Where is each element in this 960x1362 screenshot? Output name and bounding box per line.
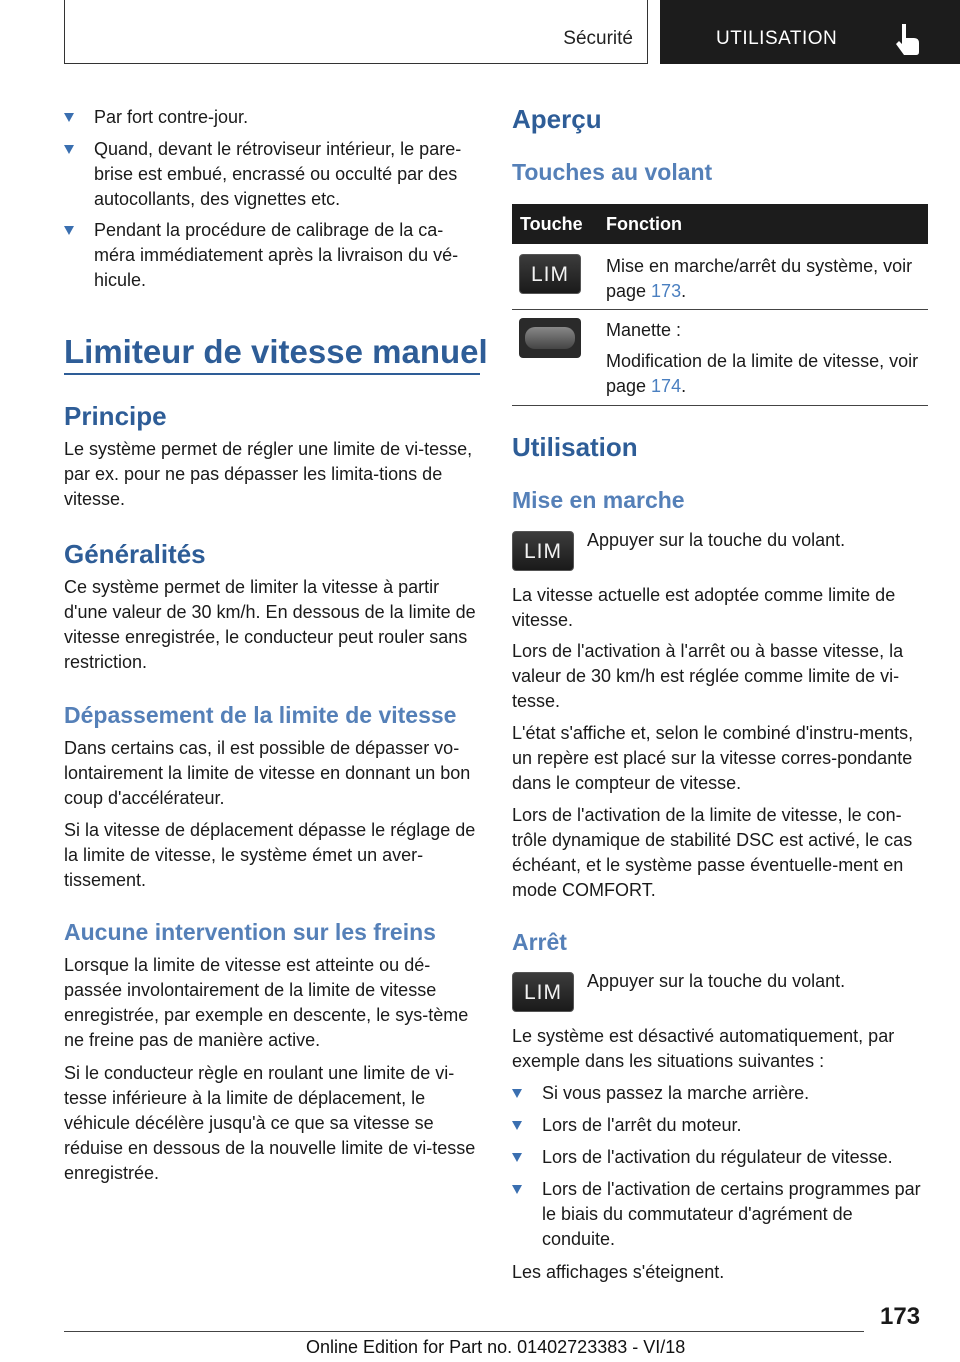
table-header — [512, 204, 928, 244]
bullet-triangle-icon — [64, 145, 74, 154]
instruction: Appuyer sur la touche du volant. — [587, 971, 846, 991]
header-chapter-title: UTILISATION — [716, 28, 838, 49]
paragraph: Le système est désactivé automatiquement, par exemple dans les situations suivantes : — [512, 1026, 895, 1071]
table-col-touche: Touche — [520, 214, 583, 234]
paragraph: Lors de l'activation de la limite de vitesse, le con-trôle dynamique de stabilité DSC est activé, le cas échéant, et le système passe éventuelle-ment en mode COMFORT. — [512, 805, 913, 900]
page-number: 173 — [880, 1303, 921, 1330]
header-chapter-box — [660, 0, 960, 64]
table-bottom-rule — [512, 405, 928, 406]
heading-depassement: Dépassement de la limite de vitesse — [64, 702, 457, 728]
lim-button-image: LIM — [512, 972, 574, 1012]
paragraph: Les affichages s'éteignent. — [512, 1262, 725, 1282]
paragraph: Dans certains cas, il est possible de dépasser vo-lontairement la limite de vitesse en donnant un bon coup d'accélérateur. — [64, 738, 471, 808]
bullet-triangle-icon — [64, 113, 74, 122]
table-row-divider — [512, 309, 928, 310]
page-title: Limiteur de vitesse manuel — [64, 333, 488, 370]
title-underline — [64, 373, 480, 375]
paragraph: Ce système permet de limiter la vitesse à partir d'une valeur de 30 km/h. En dessous de la limite de vitesse enregistrée, le conducteur peut rouler sans restriction. — [64, 577, 476, 672]
heading-touches: Touches au volant — [512, 159, 713, 185]
heading-freins: Aucune intervention sur les freins — [64, 919, 436, 945]
header-section-box — [64, 0, 648, 64]
bullet-triangle-icon — [512, 1153, 522, 1162]
page-link[interactable]: 174 — [651, 376, 682, 396]
paragraph: Si le conducteur règle en roulant une limite de vi-tesse inférieure à la limite de déplacement, le véhicule décélère jusqu'à ce que sa vitesse se réduise en dessous de la nouvelle limite de vi-tesse enregistrée. — [64, 1063, 476, 1183]
bullet-triangle-icon — [64, 226, 74, 235]
bullet-triangle-icon — [512, 1089, 522, 1098]
heading-generalites: Généralités — [64, 539, 206, 569]
paragraph: Le système permet de régler une limite de vi-tesse, par ex. pour ne pas dépasser les limita-tions de vitesse. — [64, 439, 473, 509]
lim-button-image: LIM — [519, 254, 581, 294]
heading-arret: Arrêt — [512, 929, 567, 955]
table-col-fonction: Fonction — [606, 214, 682, 234]
hand-pointer-icon — [892, 22, 922, 56]
paragraph: Lorsque la limite de vitesse est atteinte ou dé-passée involontairement de la limite de vitesse enregistrée, par exemple en descente, le sys-tème ne freine pas de manière active. — [64, 955, 469, 1050]
bullet-triangle-icon — [512, 1185, 522, 1194]
heading-principe: Principe — [64, 401, 167, 431]
table-cell: Mise en marche/arrêt du système, voir page 173. — [606, 256, 913, 301]
header-section-title: Sécurité — [563, 28, 633, 49]
heading-utilisation: Utilisation — [512, 432, 638, 462]
paragraph: Lors de l'activation à l'arrêt ou à basse vitesse, la valeur de 30 km/h est réglée comme limite de vi-tesse. — [512, 641, 904, 711]
heading-mise-en-marche: Mise en marche — [512, 487, 685, 513]
rocker-switch-image — [519, 318, 581, 358]
bullet-triangle-icon — [512, 1121, 522, 1130]
table-cell: Modification de la limite de vitesse, voir page 174. — [606, 351, 919, 396]
heading-apercu: Aperçu — [512, 104, 602, 134]
table-cell: Manette : — [606, 320, 682, 340]
lim-button-image: LIM — [512, 531, 574, 571]
paragraph: La vitesse actuelle est adoptée comme limite de vitesse. — [512, 585, 896, 630]
instruction: Appuyer sur la touche du volant. — [587, 530, 846, 550]
footer-rule — [64, 1331, 864, 1332]
page-link[interactable]: 173 — [651, 281, 682, 301]
paragraph: Si la vitesse de déplacement dépasse le réglage de la limite de vitesse, le système émet un aver-tissement. — [64, 820, 476, 890]
footer-edition: Online Edition for Part no. 01402723383 - VI/18 — [306, 1337, 686, 1357]
paragraph: L'état s'affiche et, selon le combiné d'instru-ments, un repère est placé sur la vitesse corres-pondante dans le compteur de vitesse. — [512, 723, 914, 793]
